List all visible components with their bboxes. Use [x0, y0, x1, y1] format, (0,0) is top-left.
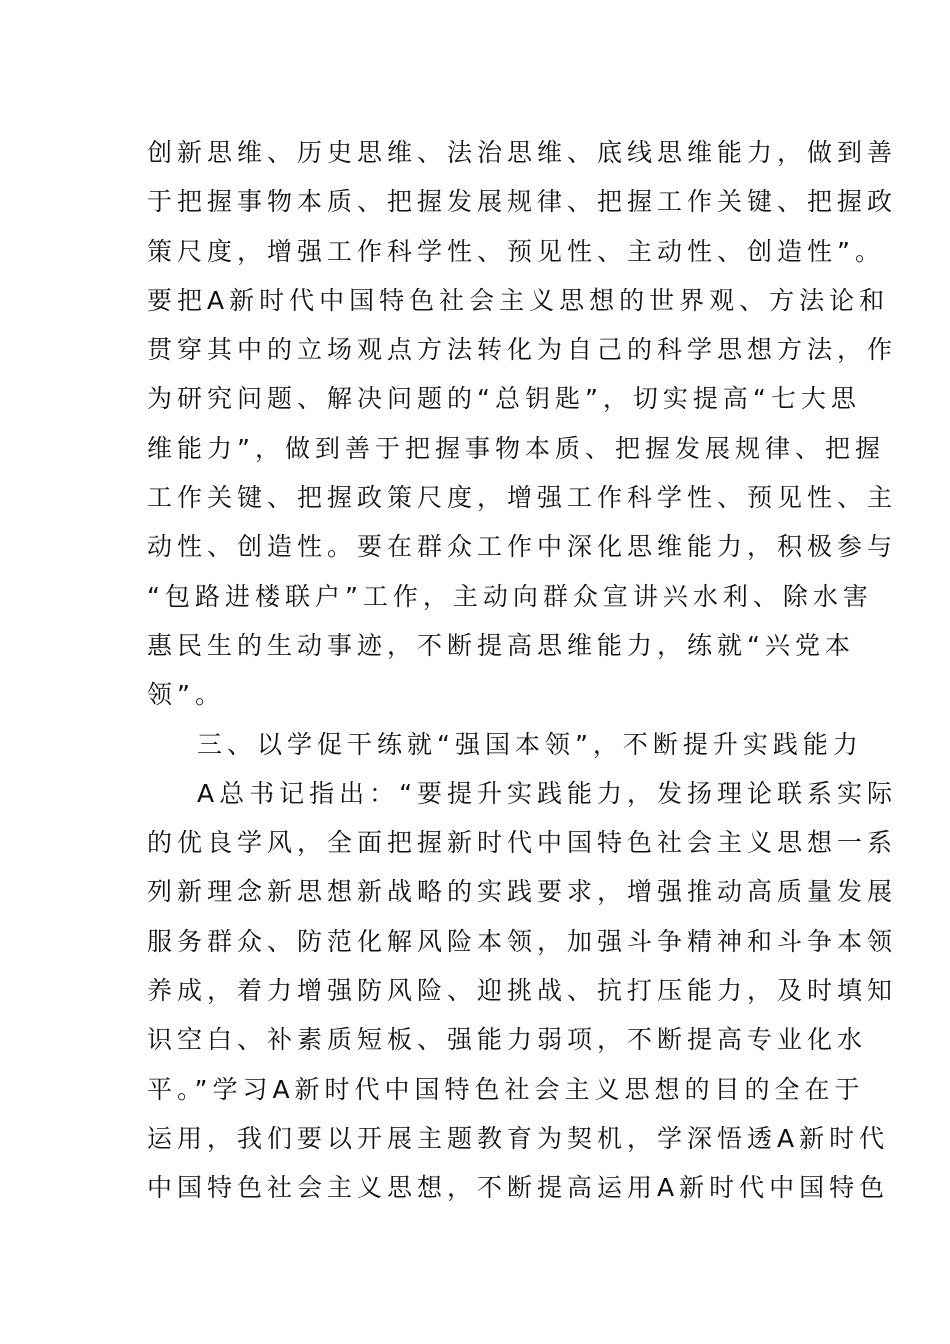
text-line: 领”。 — [147, 680, 225, 710]
text-line: 识空白、补素质短板、强能力弱项，不断提高专业化水 — [147, 1025, 868, 1055]
text-line: 维能力”，做到善于把握事物本质、把握发展规律、把握 — [147, 433, 885, 463]
text-line: 养成，着力增强防风险、迎挑战、抗打压能力，及时填知 — [147, 976, 898, 1006]
text-line: 中国特色社会主义思想，不断提高运用A新时代中国特色 — [147, 1173, 890, 1203]
text-line: 惠民生的生动事迹，不断提高思维能力，练就“兴党本 — [147, 630, 855, 660]
text-line: 运用，我们要以开展主题教育为契机，学深悟透A新时代 — [147, 1123, 890, 1153]
text-line: 贯穿其中的立场观点方法转化为自己的科学思想方法，作 — [147, 335, 898, 365]
text-line: 创新思维、历史思维、法治思维、底线思维能力，做到善 — [147, 138, 898, 167]
text-line: 为研究问题、解决问题的“总钥匙”，切实提高“七大思 — [147, 384, 861, 414]
body-text — [147, 128, 898, 1213]
text-line: 动性、创造性。要在群众工作中深化思维能力，积极参与 — [147, 532, 898, 562]
text-line: 列新理念新思想新战略的实践要求，增强推动高质量发展 — [147, 877, 898, 907]
text-line: “包路进楼联户”工作，主动向群众宣讲兴水利、除水害 — [147, 581, 873, 611]
text-line: 工作关键、把握政策尺度，增强工作科学性、预见性、主 — [147, 483, 898, 513]
text-line: 要把A新时代中国特色社会主义思想的世界观、方法论和 — [147, 285, 890, 315]
text-line: A总书记指出：“要提升实践能力，发扬理论联系实际 — [197, 778, 898, 808]
text-line: 策尺度，增强工作科学性、预见性、主动性、创造性”。 — [147, 236, 885, 266]
text-line: 于把握事物本质、把握发展规律、把握工作关键、把握政 — [147, 187, 898, 217]
text-line: 服务群众、防范化解风险本领，加强斗争精神和斗争本领 — [147, 926, 898, 956]
text-line: 平。”学习A新时代中国特色社会主义思想的目的全在于 — [147, 1074, 865, 1104]
section-heading: 三、以学促干练就“强国本领”，不断提升实践能力 — [197, 729, 863, 759]
text-line: 的优良学风，全面把握新时代中国特色社会主义思想一系 — [147, 828, 898, 858]
